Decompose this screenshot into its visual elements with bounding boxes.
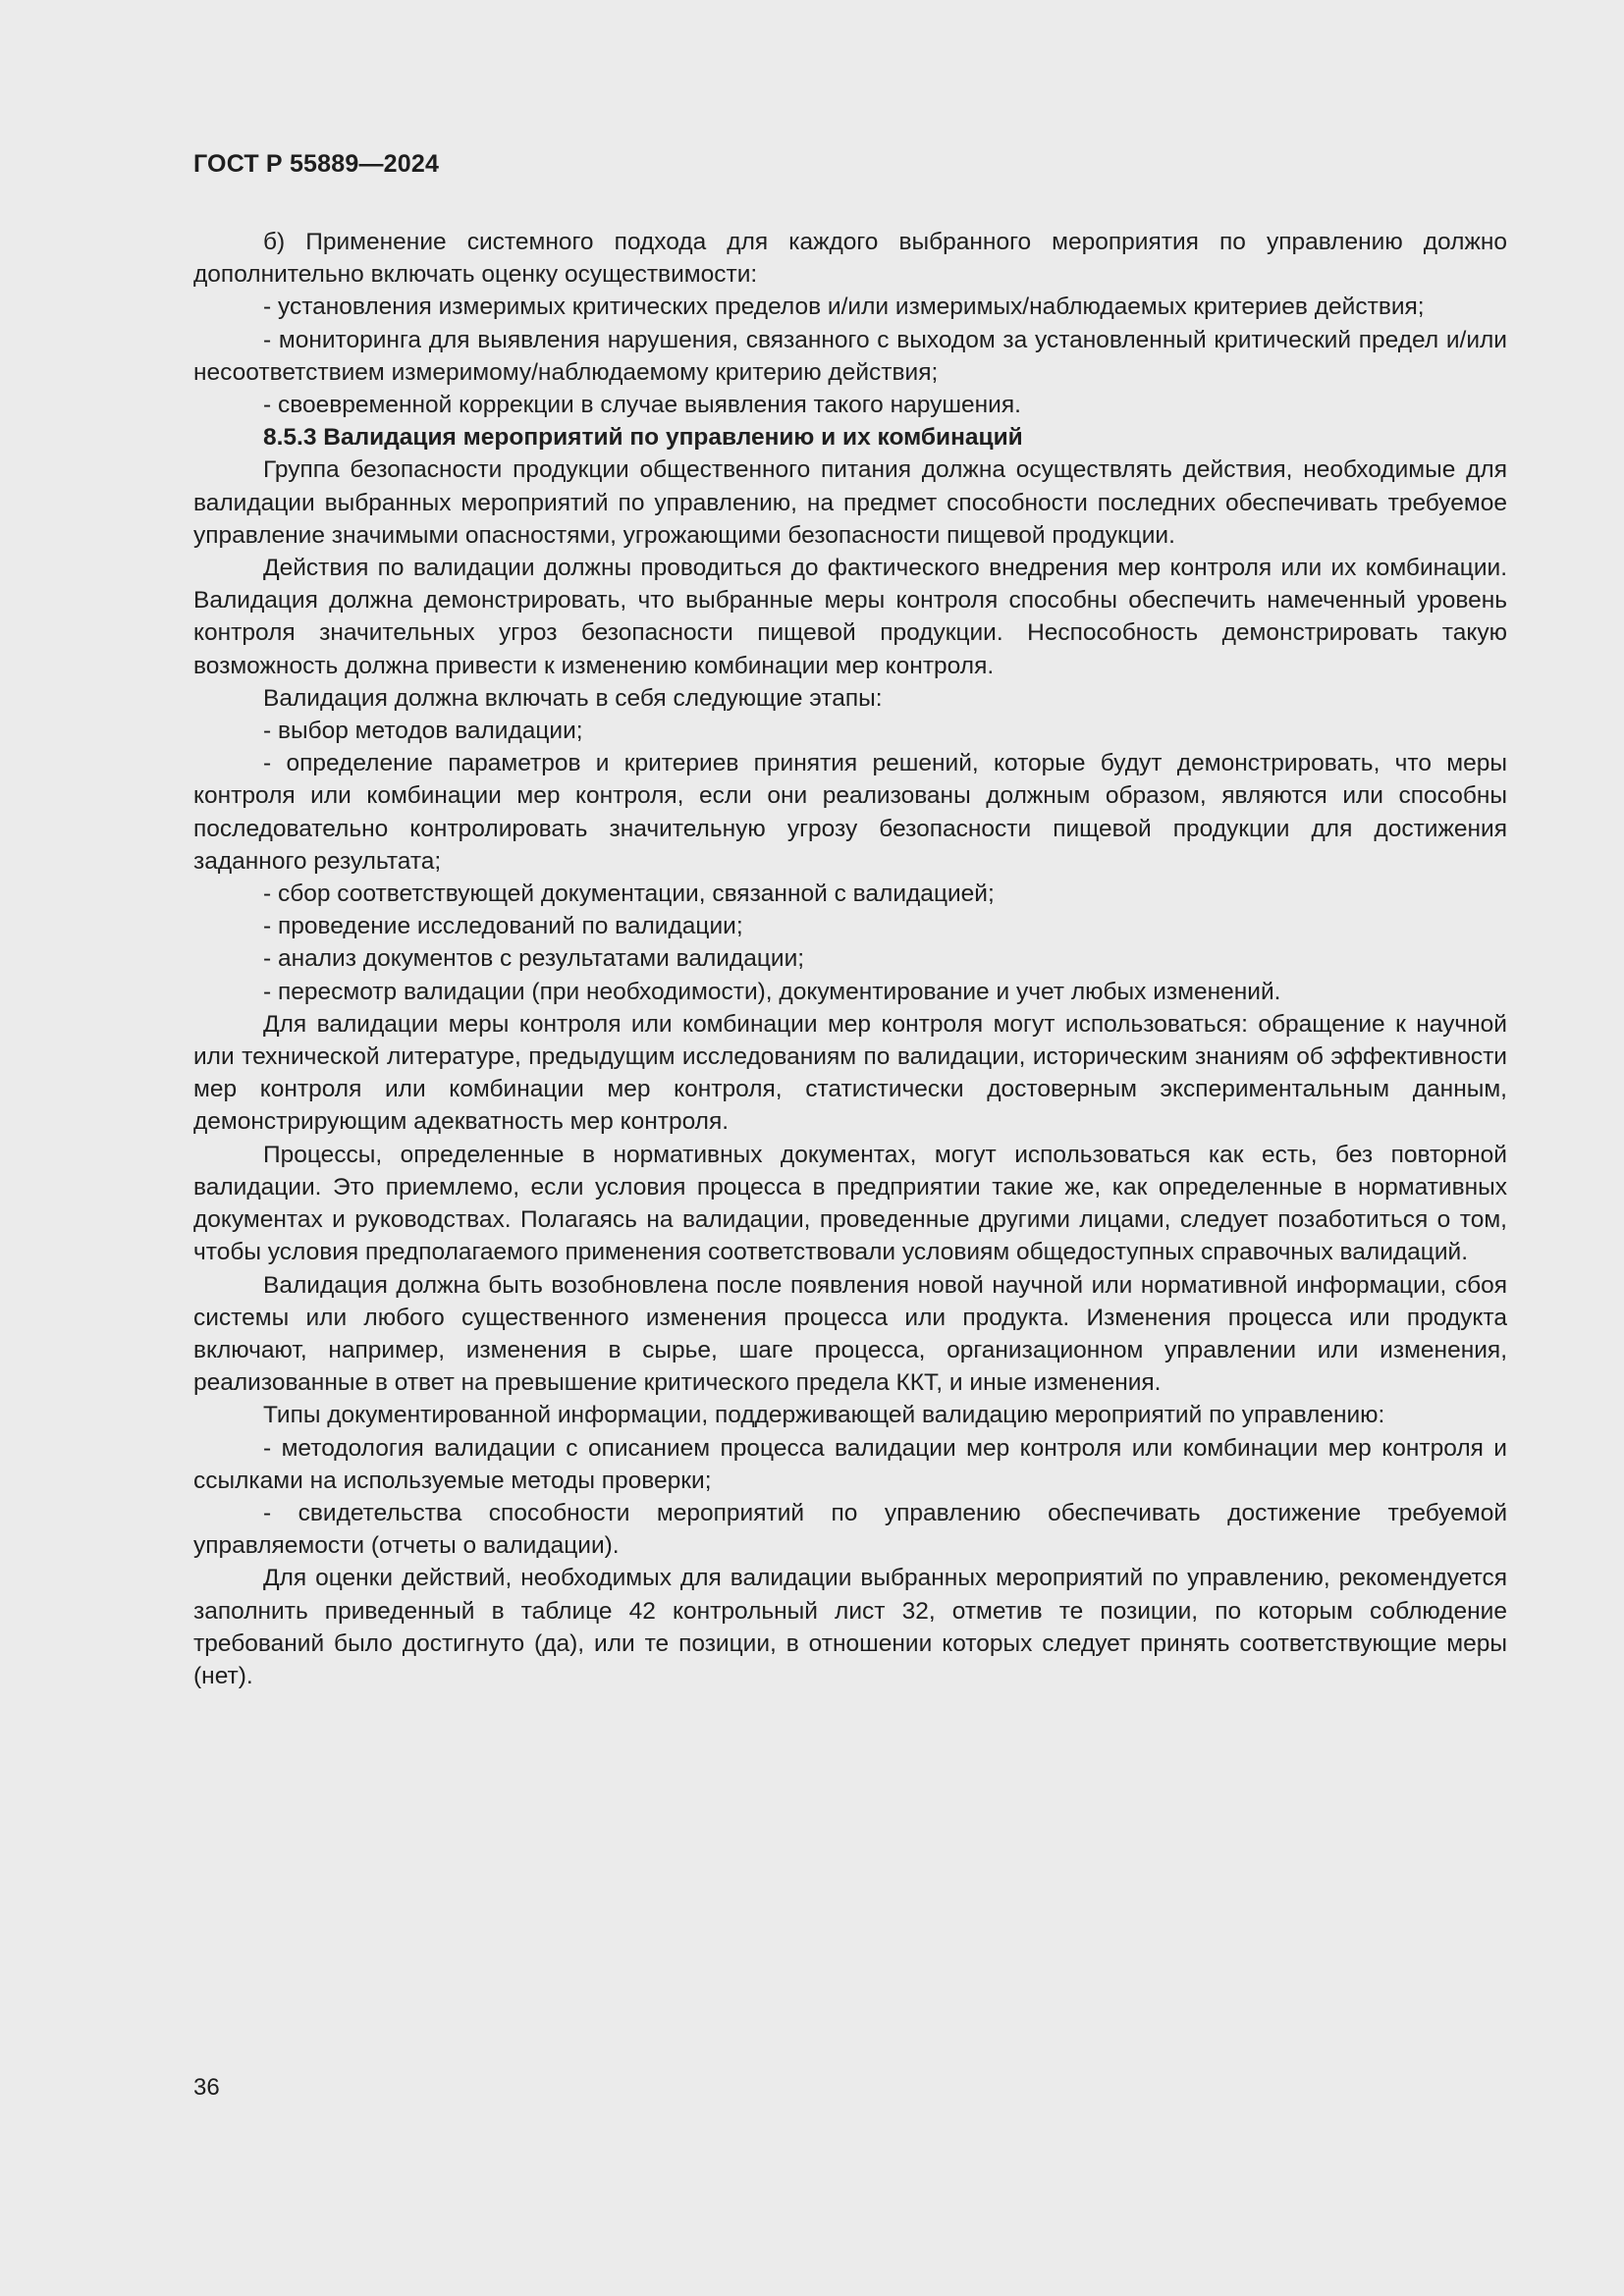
paragraph: Действия по валидации должны проводиться до фактического внедрения мер контроля или их комбинации. Валидация должна демонстрировать, что выбранные меры контроля способны обеспечить намеченный уровень контроля значительных угроз безопасности пищевой продукции. Неспособность демонстрировать такую возможность должна привести к изменению комбинации мер контроля. <box>193 555 1507 679</box>
paragraph: Валидация должна быть возобновлена после появления новой научной или нормативной информации, сбоя системы или любого существенного изменения процесса или продукта. Изменения процесса или продукта включают, например, изменения в сырье, шаге процесса, организационном управлении или изменения, реализованные в ответ на превышение критического предела ККТ, и иные изменения. <box>193 1271 1507 1397</box>
list-item: - методология валидации с описанием процесса валидации мер контроля или комбинации мер контроля и ссылками на используемые методы проверки; <box>193 1434 1507 1494</box>
paragraph: Для валидации меры контроля или комбинации мер контроля могут использоваться: обращение к научной или технической литературе, предыдущим исследованиям по валидации, историческим знаниям об эффективности мер контроля или комбинации мер контроля, статистически достоверным экспериментальным данным, демонстрирующим адекватность мер контроля. <box>193 1010 1507 1136</box>
paragraph: Типы документированной информации, поддерживающей валидацию мероприятий по управлению: <box>263 1402 1385 1429</box>
list-item: - свидетельства способности мероприятий по управлению обеспечивать достижение требуемой управляемости (отчеты о валидации). <box>193 1499 1507 1560</box>
paragraph: Группа безопасности продукции общественного питания должна осуществлять действия, необходимые для валидации выбранных мероприятий по управлению, на предмет способности последних обеспечивать требуемое управление значимыми опасностями, угрожающими безопасности пищевой продукции. <box>193 456 1507 549</box>
list-item: - установления измеримых критических пределов и/или измеримых/наблюдаемых критериев действия; <box>263 294 1425 321</box>
paragraph: Процессы, определенные в нормативных документах, могут использоваться как есть, без повторной валидации. Это приемлемо, если условия процесса в предприятии такие же, как определенные в нормативных документах и руководствах. Полагаясь на валидации, проведенные другими лицами, следует позаботиться о том, чтобы условия предполагаемого применения соответствовали условиям общедоступных справочных валидаций. <box>193 1141 1507 1266</box>
list-item: - анализ документов с результатами валидации; <box>263 945 805 973</box>
section-heading: 8.5.3 Валидация мероприятий по управлению и их комбинаций <box>263 424 1023 452</box>
list-item: - своевременной коррекции в случае выявления такого нарушения. <box>263 392 1021 419</box>
paragraph: Валидация должна включать в себя следующие этапы: <box>263 684 883 712</box>
list-item: - выбор методов валидации; <box>263 718 583 745</box>
document-body <box>193 226 1507 1692</box>
list-item: - пересмотр валидации (при необходимости), документирование и учет любых изменений. <box>263 978 1281 1005</box>
page-number: 36 <box>193 2074 220 2101</box>
list-item: - проведение исследований по валидации; <box>263 913 743 940</box>
list-item: - мониторинга для выявления нарушения, связанного с выходом за установленный критический предел и/или несоответствием измеримому/наблюдаемому критерию действия; <box>193 326 1507 386</box>
list-item: - сбор соответствующей документации, связанной с валидацией; <box>263 881 995 908</box>
paragraph: б) Применение системного подхода для каждого выбранного мероприятия по управлению должно дополнительно включать оценку осуществимости: <box>193 229 1507 289</box>
list-item: - определение параметров и критериев принятия решений, которые будут демонстрировать, что меры контроля или комбинации мер контроля, если они реализованы должным образом, являются или способны последовательно контролировать значительную угрозу безопасности пищевой продукции для достижения заданного результата; <box>193 750 1507 875</box>
document-code: ГОСТ Р 55889—2024 <box>193 150 440 178</box>
paragraph: Для оценки действий, необходимых для валидации выбранных мероприятий по управлению, рекомендуется заполнить приведенный в таблице 42 контрольный лист 32, отметив те позиции, по которым соблюдение требований было достигнуто (да), или те позиции, в отношении которых следует принять соответствующие меры (нет). <box>193 1565 1507 1689</box>
